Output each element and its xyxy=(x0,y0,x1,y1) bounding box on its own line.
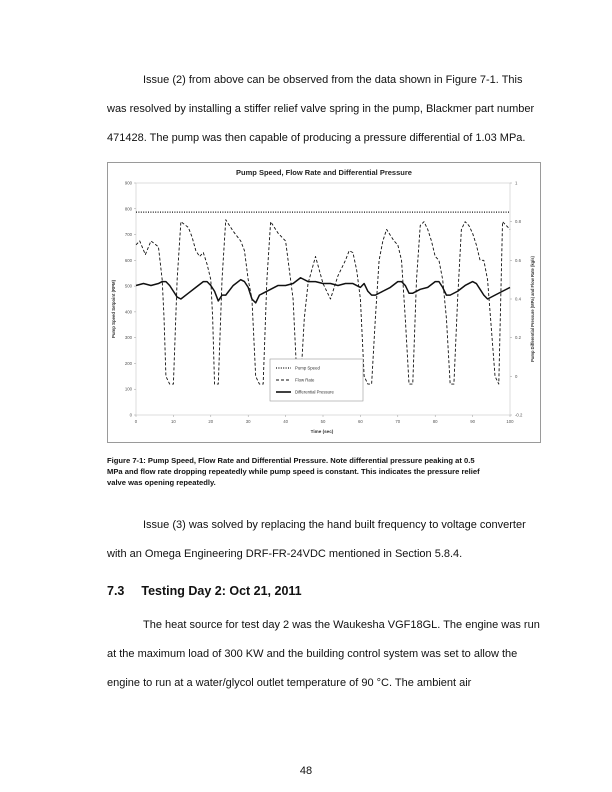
y-tick-label: 500 xyxy=(124,283,132,289)
y2-tick-label: 0.4 xyxy=(515,296,521,302)
x-tick-label: 70 xyxy=(395,419,401,424)
section-heading xyxy=(107,584,302,598)
series-line-differential-pressure xyxy=(136,278,510,303)
page-number: 48 xyxy=(299,765,313,777)
x-tick-label: 40 xyxy=(283,419,288,424)
chart-legend xyxy=(270,359,363,401)
x-axis-label: Time (sec) xyxy=(310,429,334,434)
y2-tick-label: 0.8 xyxy=(515,219,521,225)
paragraph-1-line-1: Issue (2) from above can be observed from the data shown in Figure 7-1. This xyxy=(143,74,523,86)
y2-axis-label: Pump Differential Pressure (MPa) and Flow Rate (kg/s) xyxy=(530,256,535,362)
y2-tick-label: 0.2 xyxy=(515,335,521,341)
y-tick-label: 700 xyxy=(124,232,132,238)
legend-label-differential-pressure: Differential Pressure xyxy=(295,389,334,395)
figure-7-1 xyxy=(107,162,541,443)
paragraph-2-line-1: Issue (3) was solved by replacing the hand built frequency to voltage converter xyxy=(143,519,526,531)
x-tick-label: 60 xyxy=(358,419,363,424)
y-tick-label: 400 xyxy=(124,309,132,315)
y2-tick-label: -0.2 xyxy=(515,412,523,418)
y-tick-label: 600 xyxy=(124,257,132,263)
legend-label-pump-speed: Pump Speed xyxy=(295,365,320,371)
paragraph-2-line-2: with an Omega Engineering DRF-FR-24VDC mentioned in Section 5.8.4. xyxy=(107,548,463,560)
caption-line-2: MPa and flow rate dropping repeatedly while pump speed is constant. This indicates the pressure relief xyxy=(107,467,480,476)
paragraph-1-line-3: 471428. The pump was then capable of producing a pressure differential of 1.03 MPa. xyxy=(107,132,526,144)
paragraph-3-line-2: at the maximum load of 300 KW and the building control system was set to allow the xyxy=(107,648,518,660)
x-tick-label: 0 xyxy=(134,419,138,424)
section-title: Testing Day 2: Oct 21, 2011 xyxy=(141,584,302,598)
chart-title: Pump Speed, Flow Rate and Differential Pressure xyxy=(236,168,412,177)
x-tick-label: 30 xyxy=(245,419,251,424)
caption-line-3: valve was opening repeatedly. xyxy=(107,478,216,487)
y2-tick-label: 0 xyxy=(515,373,518,379)
y-axis-label: Pump Speed Setpoint (RPM) xyxy=(111,279,116,339)
paragraph-3-line-1: The heat source for test day 2 was the Waukesha VGF18GL. The engine was run xyxy=(143,619,540,631)
figure-caption xyxy=(107,455,547,488)
caption-line-1: Figure 7-1: Pump Speed, Flow Rate and Differential Pressure. Note differential pressure peaking at 0.5 xyxy=(107,456,475,465)
section-number: 7.3 xyxy=(107,584,125,598)
chart-svg xyxy=(108,163,540,442)
paragraph-1-line-2: was resolved by installing a stiffer relief valve spring in the pump, Blackmer part number xyxy=(107,103,535,115)
x-tick-label: 90 xyxy=(470,419,475,424)
x-tick-label: 20 xyxy=(208,419,214,424)
y-tick-label: 300 xyxy=(124,335,132,341)
y-tick-label: 0 xyxy=(129,412,132,418)
x-tick-label: 100 xyxy=(506,419,514,424)
y-tick-label: 200 xyxy=(124,360,132,366)
y-tick-label: 900 xyxy=(124,180,132,186)
y-tick-label: 800 xyxy=(124,206,132,212)
x-tick-label: 10 xyxy=(171,419,176,424)
y-tick-label: 100 xyxy=(124,386,132,392)
paragraph-3-line-3: engine to run at a water/glycol outlet temperature of 90 °C. The ambient air xyxy=(107,677,472,689)
x-tick-label: 80 xyxy=(432,419,438,424)
y2-tick-label: 1 xyxy=(515,180,518,186)
y2-tick-label: 0.6 xyxy=(515,257,521,263)
x-tick-label: 50 xyxy=(320,419,326,424)
legend-label-flow-rate: Flow Rate xyxy=(295,377,315,383)
chart-series xyxy=(136,212,510,384)
